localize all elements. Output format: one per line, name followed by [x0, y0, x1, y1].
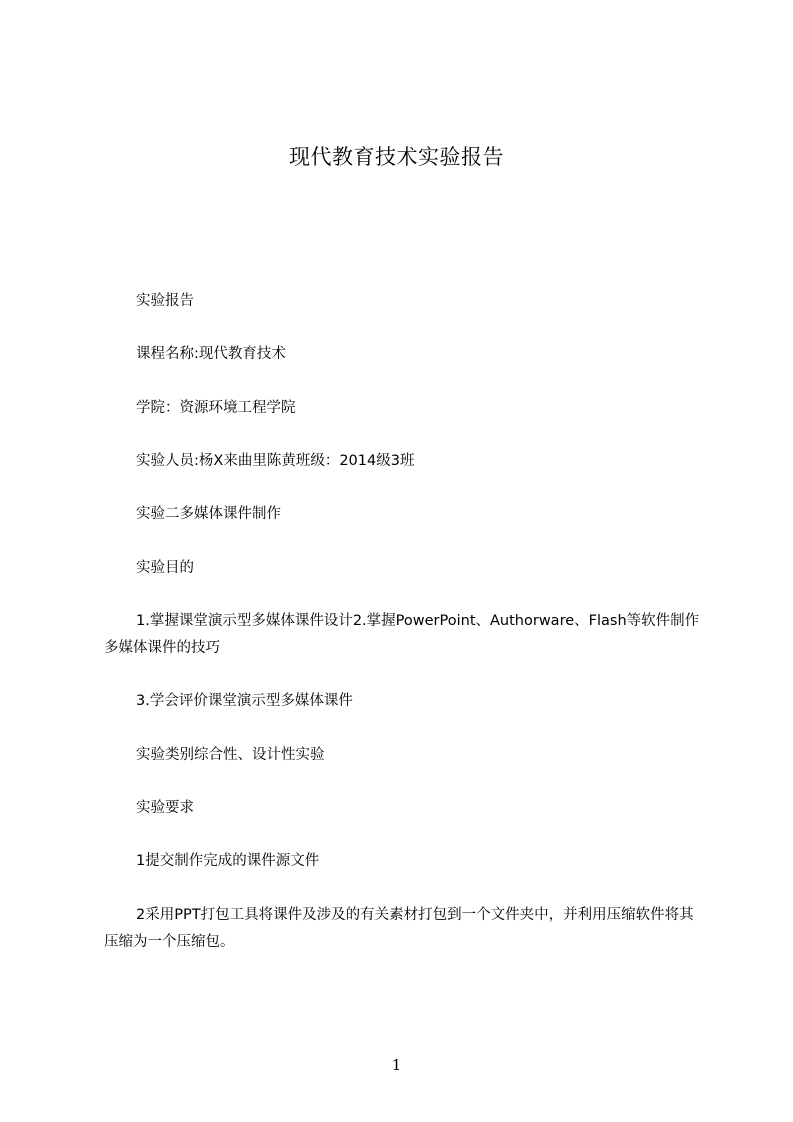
- paragraph-course-name: 课程名称:现代教育技术: [136, 346, 286, 362]
- paragraph-objective-3: 3.学会评价课堂演示型多媒体课件: [136, 693, 353, 709]
- page-number: 1: [391, 1056, 402, 1074]
- paragraph-college: 学院：资源环境工程学院: [136, 400, 296, 416]
- paragraph-requirements-heading: 实验要求: [136, 800, 194, 816]
- paragraph-objectives-1-2: 1.掌握课堂演示型多媒体课件设计2.掌握PowerPoint、Authorware、Flash等软件制作多媒体课件的技巧: [104, 613, 700, 656]
- document-title: 现代教育技术实验报告: [289, 145, 504, 169]
- paragraph-participants: 实验人员:杨X来曲里陈黄班级：2014级3班: [136, 453, 415, 469]
- paragraph-objective-heading: 实验目的: [136, 560, 194, 576]
- paragraph-requirement-1: 1提交制作完成的课件源文件: [136, 853, 320, 869]
- paragraph-experiment-category: 实验类别综合性、设计性实验: [136, 747, 325, 763]
- paragraph-experiment-title: 实验二多媒体课件制作: [136, 506, 281, 522]
- paragraph-report-heading: 实验报告: [136, 293, 194, 309]
- paragraph-requirement-2: 2采用PPT打包工具将课件及涉及的有关素材打包到一个文件夹中，并利用压缩软件将其压缩为一个压缩包。: [104, 907, 694, 950]
